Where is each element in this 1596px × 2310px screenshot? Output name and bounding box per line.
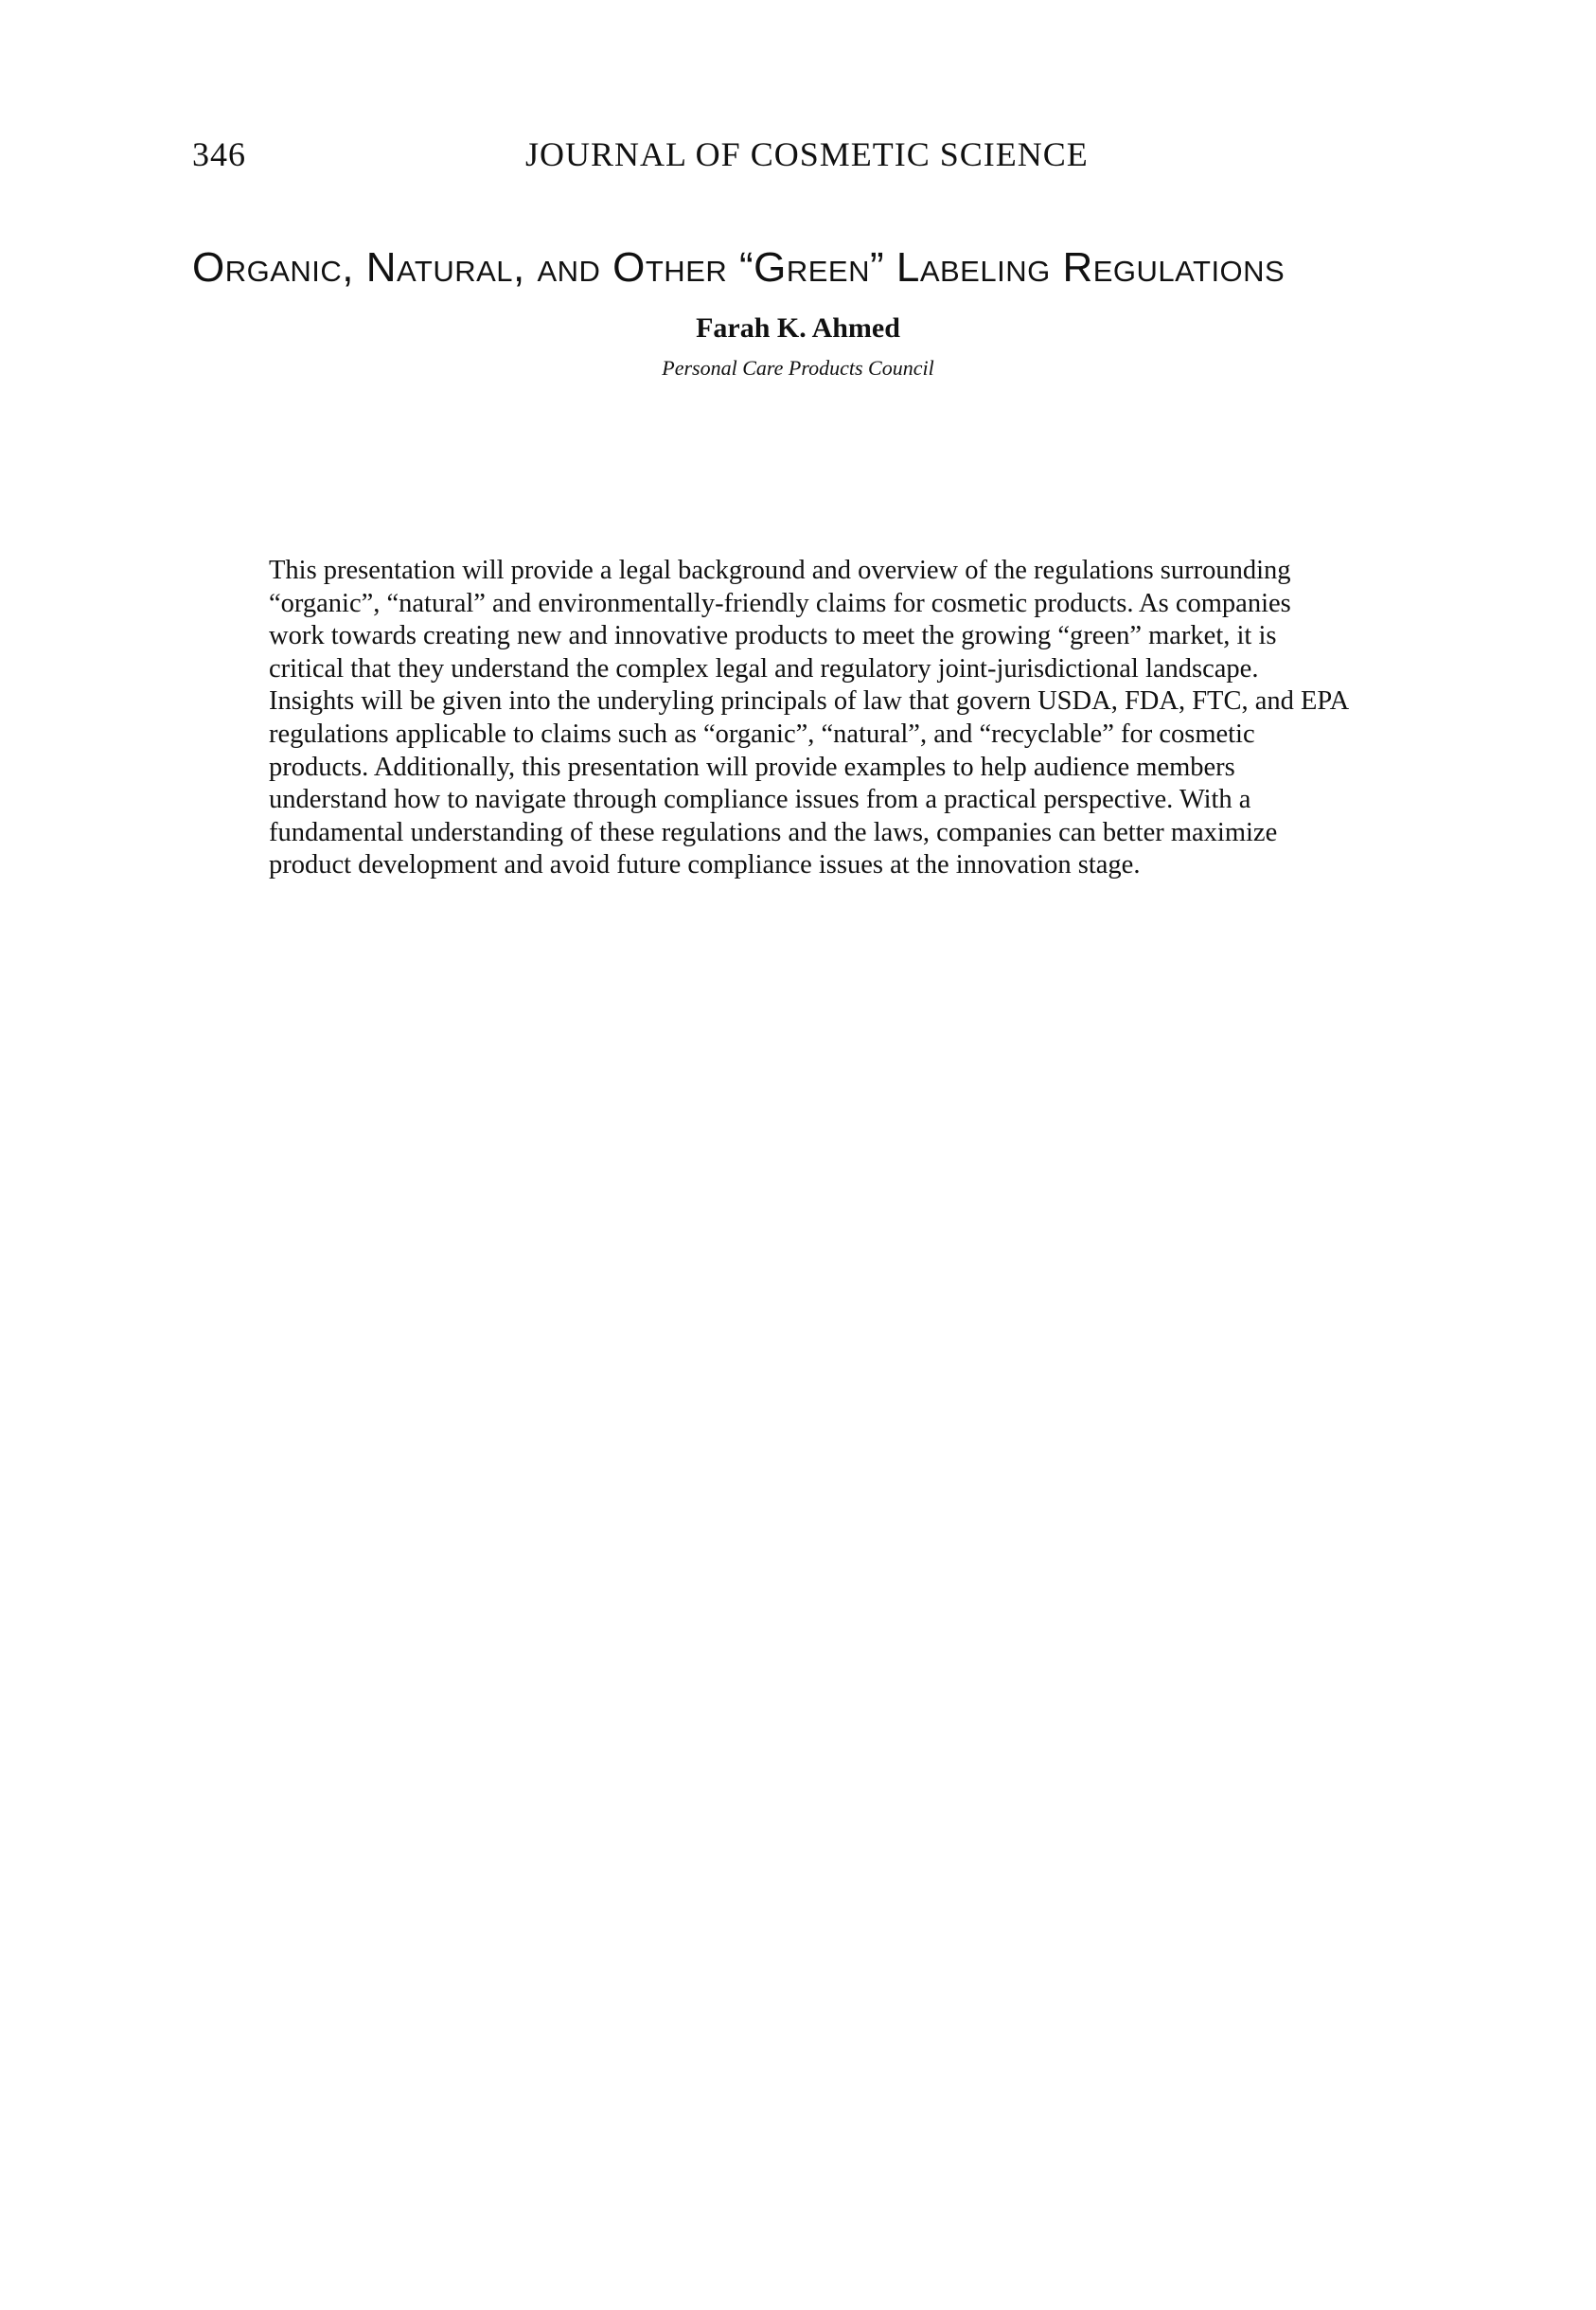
abstract-line: Insights will be given into the underyling principals of law that govern USDA, FDA, FTC, and EPA	[269, 686, 1350, 717]
abstract-line: critical that they understand the complex legal and regulatory joint-jurisdictional landscape.	[269, 653, 1259, 684]
abstract-line: work towards creating new and innovative products to meet the growing “green” market, it is	[269, 621, 1277, 651]
article-title: Organic, Natural, and Other “Green” Labeling Regulations	[192, 244, 1286, 291]
abstract-line: products. Additionally, this presentation will provide examples to help audience members	[269, 752, 1235, 782]
abstract-line: This presentation will provide a legal background and overview of the regulations surrounding	[269, 556, 1291, 585]
author-affiliation: Personal Care Products Council	[662, 356, 934, 380]
author-name: Farah K. Ahmed	[696, 312, 900, 344]
abstract-text	[269, 555, 1405, 882]
abstract-line: understand how to navigate through compliance issues from a practical perspective. With a	[269, 785, 1251, 815]
abstract-line: regulations applicable to claims such as “organic”, “natural”, and “recyclable” for cosmetic	[269, 719, 1255, 749]
abstract-line: product development and avoid future compliance issues at the innovation stage.	[269, 850, 1141, 880]
journal-title: JOURNAL OF COSMETIC SCIENCE	[525, 135, 1089, 173]
running-head	[192, 134, 1404, 180]
abstract-line: fundamental understanding of these regulations and the laws, companies can better maximize	[269, 817, 1278, 847]
page-number: 346	[192, 135, 246, 173]
abstract-line: “organic”, “natural” and environmentally-friendly claims for cosmetic products. As companies	[269, 588, 1291, 618]
